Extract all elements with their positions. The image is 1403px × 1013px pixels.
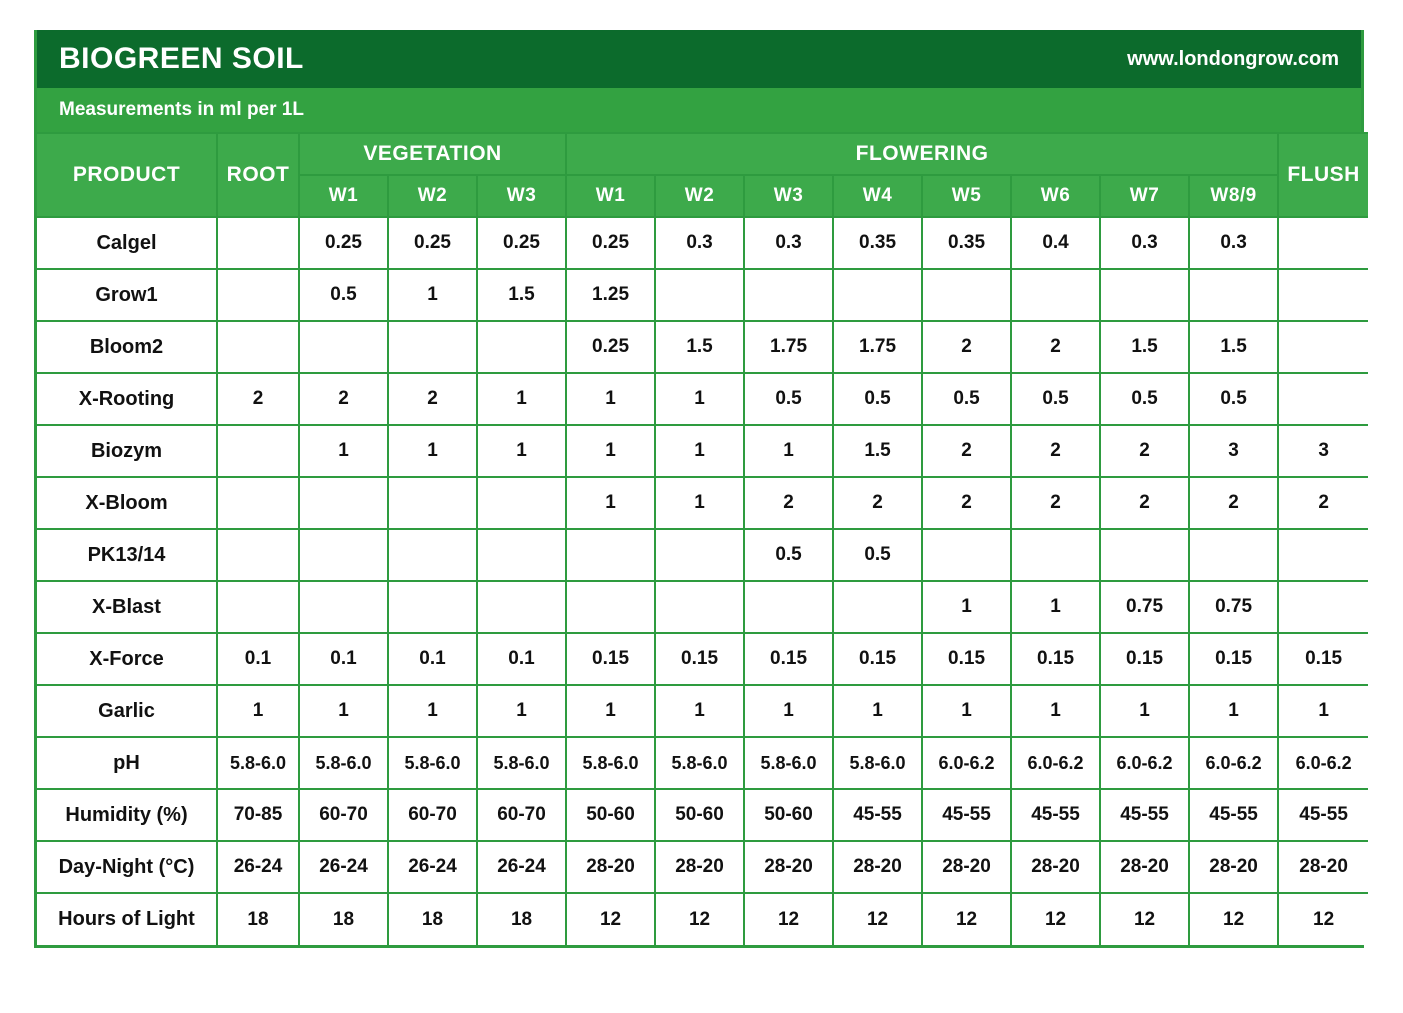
table-cell: 28-20 xyxy=(744,841,833,893)
table-cell xyxy=(922,529,1011,581)
table-cell: 0.5 xyxy=(299,269,388,321)
table-cell: 28-20 xyxy=(1011,841,1100,893)
table-cell: 0.5 xyxy=(744,529,833,581)
row-label: X-Rooting xyxy=(37,373,217,425)
table-cell: 28-20 xyxy=(566,841,655,893)
column-group-flowering: FLOWERING xyxy=(566,133,1278,175)
table-cell: 1.75 xyxy=(833,321,922,373)
table-cell: 0.5 xyxy=(1100,373,1189,425)
table-cell: 60-70 xyxy=(477,789,566,841)
table-cell: 2 xyxy=(1011,477,1100,529)
table-cell: 2 xyxy=(744,477,833,529)
table-row xyxy=(37,581,1368,633)
table-cell: 5.8-6.0 xyxy=(299,737,388,789)
table-cell: 0.3 xyxy=(1100,217,1189,269)
table-cell: 26-24 xyxy=(388,841,477,893)
table-cell: 1 xyxy=(655,685,744,737)
table-cell: 0.25 xyxy=(388,217,477,269)
table-cell: 1 xyxy=(922,581,1011,633)
table-cell: 0.3 xyxy=(655,217,744,269)
table-cell: 5.8-6.0 xyxy=(388,737,477,789)
table-cell: 45-55 xyxy=(833,789,922,841)
table-cell xyxy=(1011,269,1100,321)
table-cell xyxy=(299,477,388,529)
table-cell: 12 xyxy=(1100,893,1189,945)
row-label: X-Blast xyxy=(37,581,217,633)
table-cell: 2 xyxy=(922,477,1011,529)
row-label: pH xyxy=(37,737,217,789)
table-cell xyxy=(217,581,299,633)
table-cell: 1.5 xyxy=(1189,321,1278,373)
table-cell xyxy=(217,269,299,321)
table-cell: 1 xyxy=(1278,685,1368,737)
table-cell xyxy=(388,321,477,373)
table-cell: 5.8-6.0 xyxy=(655,737,744,789)
table-cell: 0.1 xyxy=(217,633,299,685)
column-header-flower-w89: W8/9 xyxy=(1189,175,1278,217)
table-cell: 70-85 xyxy=(217,789,299,841)
table-cell: 12 xyxy=(655,893,744,945)
table-cell: 1.5 xyxy=(655,321,744,373)
row-label: Biozym xyxy=(37,425,217,477)
table-cell xyxy=(477,477,566,529)
row-label: Garlic xyxy=(37,685,217,737)
table-cell xyxy=(566,581,655,633)
table-cell xyxy=(1278,321,1368,373)
table-cell: 6.0-6.2 xyxy=(1189,737,1278,789)
table-cell xyxy=(1278,269,1368,321)
page-title: BIOGREEN SOIL xyxy=(59,42,304,75)
table-cell: 2 xyxy=(1011,321,1100,373)
table-cell: 6.0-6.2 xyxy=(1278,737,1368,789)
table-cell: 2 xyxy=(1278,477,1368,529)
column-header-flower-w4: W4 xyxy=(833,175,922,217)
table-cell: 1.25 xyxy=(566,269,655,321)
table-cell: 0.4 xyxy=(1011,217,1100,269)
table-cell: 0.5 xyxy=(1189,373,1278,425)
table-cell: 5.8-6.0 xyxy=(744,737,833,789)
table-cell xyxy=(477,581,566,633)
table-cell: 1 xyxy=(477,425,566,477)
table-cell xyxy=(217,217,299,269)
measurement-note: Measurements in ml per 1L xyxy=(59,99,304,120)
table-cell xyxy=(388,529,477,581)
table-cell: 0.5 xyxy=(833,529,922,581)
table-cell: 2 xyxy=(299,373,388,425)
table-cell xyxy=(388,477,477,529)
table-cell: 12 xyxy=(922,893,1011,945)
table-cell: 1 xyxy=(655,477,744,529)
table-cell: 1 xyxy=(1100,685,1189,737)
table-cell: 0.1 xyxy=(477,633,566,685)
table-cell xyxy=(1278,373,1368,425)
column-header-flower-w5: W5 xyxy=(922,175,1011,217)
table-cell: 2 xyxy=(1189,477,1278,529)
table-cell: 1 xyxy=(477,373,566,425)
table-cell: 0.25 xyxy=(477,217,566,269)
row-label: Hours of Light xyxy=(37,893,217,945)
table-row xyxy=(37,685,1368,737)
table-cell xyxy=(655,529,744,581)
website-link[interactable]: www.londongrow.com xyxy=(1127,47,1339,70)
table-cell xyxy=(217,425,299,477)
table-cell: 3 xyxy=(1189,425,1278,477)
table-cell: 1 xyxy=(1011,685,1100,737)
column-header-product: PRODUCT xyxy=(37,133,217,217)
table-cell: 0.5 xyxy=(833,373,922,425)
table-row xyxy=(37,789,1368,841)
table-cell xyxy=(1278,529,1368,581)
table-cell: 0.15 xyxy=(1189,633,1278,685)
table-cell xyxy=(1100,269,1189,321)
table-cell: 12 xyxy=(833,893,922,945)
table-cell: 0.1 xyxy=(299,633,388,685)
table-cell: 60-70 xyxy=(299,789,388,841)
table-cell xyxy=(1189,529,1278,581)
table-cell: 1.75 xyxy=(744,321,833,373)
table-cell xyxy=(922,269,1011,321)
table-cell: 3 xyxy=(1278,425,1368,477)
table-cell: 18 xyxy=(299,893,388,945)
table-cell: 2 xyxy=(922,425,1011,477)
table-cell xyxy=(744,581,833,633)
table-cell xyxy=(744,269,833,321)
table-body xyxy=(37,217,1368,945)
table-cell: 1.5 xyxy=(477,269,566,321)
table-cell: 2 xyxy=(388,373,477,425)
table-cell: 2 xyxy=(1100,425,1189,477)
table-cell: 0.35 xyxy=(833,217,922,269)
row-label: Bloom2 xyxy=(37,321,217,373)
table-cell: 12 xyxy=(1278,893,1368,945)
table-cell: 0.25 xyxy=(566,217,655,269)
table-cell: 26-24 xyxy=(299,841,388,893)
table-cell: 0.15 xyxy=(566,633,655,685)
table-row xyxy=(37,529,1368,581)
table-cell: 28-20 xyxy=(922,841,1011,893)
row-label: Humidity (%) xyxy=(37,789,217,841)
row-label: Calgel xyxy=(37,217,217,269)
feed-chart-card xyxy=(34,30,1364,948)
table-cell: 5.8-6.0 xyxy=(833,737,922,789)
table-row xyxy=(37,321,1368,373)
table-cell: 0.15 xyxy=(744,633,833,685)
table-row xyxy=(37,737,1368,789)
row-label: X-Bloom xyxy=(37,477,217,529)
table-cell xyxy=(833,269,922,321)
table-cell: 5.8-6.0 xyxy=(217,737,299,789)
table-cell xyxy=(477,529,566,581)
table-cell xyxy=(1100,529,1189,581)
column-header-flower-w7: W7 xyxy=(1100,175,1189,217)
table-row xyxy=(37,269,1368,321)
table-header xyxy=(37,133,1368,217)
table-cell: 1 xyxy=(655,373,744,425)
table-cell: 6.0-6.2 xyxy=(1011,737,1100,789)
table-cell xyxy=(833,581,922,633)
title-bar xyxy=(37,30,1361,88)
table-cell xyxy=(217,477,299,529)
column-group-vegetation: VEGETATION xyxy=(299,133,566,175)
table-cell: 28-20 xyxy=(1189,841,1278,893)
table-cell xyxy=(655,581,744,633)
table-cell: 1.5 xyxy=(1100,321,1189,373)
row-label: X-Force xyxy=(37,633,217,685)
table-cell xyxy=(477,321,566,373)
table-cell: 0.75 xyxy=(1189,581,1278,633)
column-header-veg-w2: W2 xyxy=(388,175,477,217)
table-cell xyxy=(299,321,388,373)
table-cell xyxy=(217,321,299,373)
column-header-flower-w1: W1 xyxy=(566,175,655,217)
table-cell xyxy=(1189,269,1278,321)
table-cell: 1 xyxy=(566,685,655,737)
table-cell: 12 xyxy=(1189,893,1278,945)
table-row xyxy=(37,373,1368,425)
table-cell xyxy=(299,581,388,633)
table-cell: 0.15 xyxy=(655,633,744,685)
table-cell: 12 xyxy=(744,893,833,945)
table-cell: 1 xyxy=(833,685,922,737)
column-header-veg-w3: W3 xyxy=(477,175,566,217)
table-cell xyxy=(217,529,299,581)
table-cell: 2 xyxy=(922,321,1011,373)
table-cell: 1 xyxy=(388,269,477,321)
row-label: Grow1 xyxy=(37,269,217,321)
table-cell: 0.25 xyxy=(566,321,655,373)
table-row xyxy=(37,633,1368,685)
table-row xyxy=(37,217,1368,269)
table-cell: 1 xyxy=(299,425,388,477)
row-label: PK13/14 xyxy=(37,529,217,581)
table-cell: 1 xyxy=(1011,581,1100,633)
table-cell: 45-55 xyxy=(922,789,1011,841)
table-header-group-row xyxy=(37,133,1368,175)
table-cell: 60-70 xyxy=(388,789,477,841)
table-cell: 6.0-6.2 xyxy=(1100,737,1189,789)
column-header-flower-w2: W2 xyxy=(655,175,744,217)
table-cell: 28-20 xyxy=(1100,841,1189,893)
column-header-flush: FLUSH xyxy=(1278,133,1368,217)
table-cell: 0.15 xyxy=(1100,633,1189,685)
table-cell: 50-60 xyxy=(744,789,833,841)
table-cell: 0.15 xyxy=(833,633,922,685)
table-cell: 12 xyxy=(566,893,655,945)
table-cell: 6.0-6.2 xyxy=(922,737,1011,789)
table-cell xyxy=(299,529,388,581)
table-cell: 0.75 xyxy=(1100,581,1189,633)
table-cell: 0.5 xyxy=(1011,373,1100,425)
table-cell: 0.25 xyxy=(299,217,388,269)
table-cell: 0.35 xyxy=(922,217,1011,269)
table-cell: 0.1 xyxy=(388,633,477,685)
table-cell: 1 xyxy=(299,685,388,737)
table-cell: 28-20 xyxy=(833,841,922,893)
table-cell: 5.8-6.0 xyxy=(477,737,566,789)
table-cell: 1 xyxy=(655,425,744,477)
table-cell xyxy=(1278,581,1368,633)
table-row xyxy=(37,893,1368,945)
table-cell: 18 xyxy=(477,893,566,945)
table-cell: 1 xyxy=(566,425,655,477)
table-cell: 0.15 xyxy=(1278,633,1368,685)
table-cell xyxy=(655,269,744,321)
table-cell: 45-55 xyxy=(1189,789,1278,841)
row-label: Day-Night (°C) xyxy=(37,841,217,893)
table-cell: 1 xyxy=(388,425,477,477)
table-cell: 1.5 xyxy=(833,425,922,477)
table-cell: 2 xyxy=(217,373,299,425)
table-cell: 0.15 xyxy=(922,633,1011,685)
table-row xyxy=(37,477,1368,529)
table-cell: 0.3 xyxy=(1189,217,1278,269)
column-header-root: ROOT xyxy=(217,133,299,217)
table-cell: 1 xyxy=(477,685,566,737)
table-cell: 1 xyxy=(1189,685,1278,737)
table-cell: 26-24 xyxy=(477,841,566,893)
column-header-flower-w6: W6 xyxy=(1011,175,1100,217)
table-cell: 12 xyxy=(1011,893,1100,945)
table-cell: 2 xyxy=(833,477,922,529)
table-cell: 45-55 xyxy=(1278,789,1368,841)
table-cell: 1 xyxy=(744,685,833,737)
table-cell: 18 xyxy=(217,893,299,945)
feed-schedule-table xyxy=(37,132,1368,945)
subtitle-bar xyxy=(37,88,1361,132)
table-cell: 26-24 xyxy=(217,841,299,893)
table-cell xyxy=(388,581,477,633)
table-cell: 50-60 xyxy=(566,789,655,841)
table-cell: 2 xyxy=(1011,425,1100,477)
table-cell: 28-20 xyxy=(1278,841,1368,893)
table-cell: 1 xyxy=(922,685,1011,737)
table-row xyxy=(37,841,1368,893)
table-cell: 45-55 xyxy=(1100,789,1189,841)
table-cell: 1 xyxy=(744,425,833,477)
table-cell: 0.3 xyxy=(744,217,833,269)
column-header-flower-w3: W3 xyxy=(744,175,833,217)
table-cell: 18 xyxy=(388,893,477,945)
table-cell: 1 xyxy=(566,477,655,529)
table-cell: 45-55 xyxy=(1011,789,1100,841)
table-cell: 1 xyxy=(388,685,477,737)
table-cell: 1 xyxy=(217,685,299,737)
table-cell: 28-20 xyxy=(655,841,744,893)
table-cell: 5.8-6.0 xyxy=(566,737,655,789)
table-cell: 0.5 xyxy=(744,373,833,425)
table-cell xyxy=(1278,217,1368,269)
table-row xyxy=(37,425,1368,477)
column-header-veg-w1: W1 xyxy=(299,175,388,217)
table-cell: 1 xyxy=(566,373,655,425)
table-cell: 0.5 xyxy=(922,373,1011,425)
table-cell: 2 xyxy=(1100,477,1189,529)
table-cell: 0.15 xyxy=(1011,633,1100,685)
table-cell: 50-60 xyxy=(655,789,744,841)
table-cell xyxy=(566,529,655,581)
table-cell xyxy=(1011,529,1100,581)
